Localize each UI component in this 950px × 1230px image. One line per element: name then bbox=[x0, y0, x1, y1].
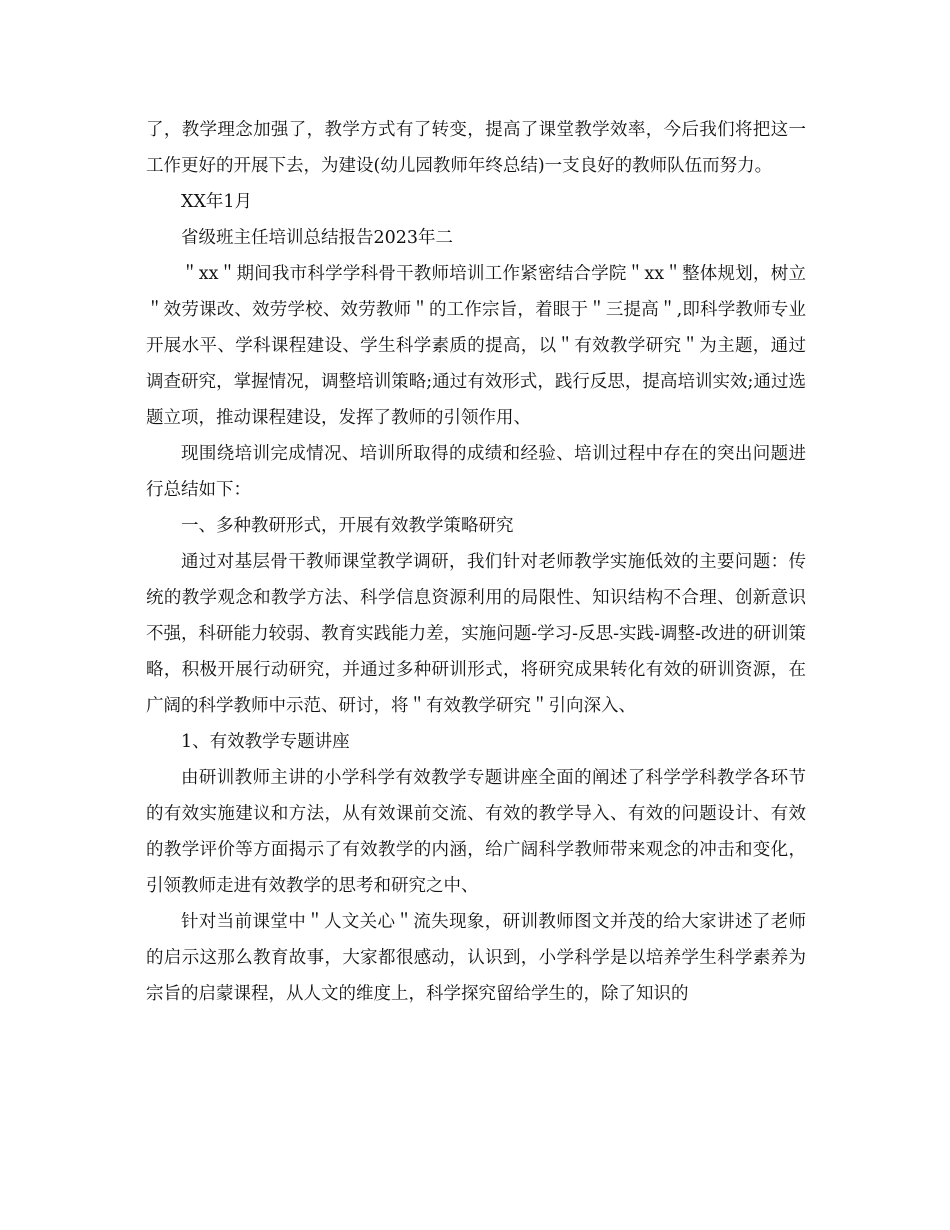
paragraph-lecture: 由研训教师主讲的小学科学有效教学专题讲座全面的阐述了科学学科教学各环节的有效实施建议和方法，从有效课前交流、有效的教学导入、有效的问题设计、有效的教学评价等方面揭示了有效教学的内涵，给广阔科学教师带来观念的冲击和变化，引领教师走进有效教学的思考和研究之中、 bbox=[146, 768, 806, 896]
paragraph-continuation: 了，教学理念加强了，教学方式有了转变，提高了课堂教学效率，今后我们将把这一工作更好的开展下去，为建设(幼儿园教师年终总结)一支良好的教师队伍而努力。 bbox=[146, 120, 806, 176]
paragraph-report-title: 省级班主任培训总结报告2023年二 bbox=[181, 228, 454, 248]
section-heading-1: 一、多种教研形式，开展有效教学策略研究 bbox=[181, 516, 514, 536]
paragraph-training-overview: ＂xx＂期间我市科学学科骨干教师培训工作紧密结合学院＂xx＂整体规划，树立＂效劳课改、效劳学校、效劳教师＂的工作宗旨，着眼于＂三提高＂,即科学教师专业开展水平、学科课程建设、学生科学素质的提高，以＂有效教学研究＂为主题，通过调查研究，掌握情况，调整培训策略;通过有效形式，践行反思，提高培训实效;通过选题立项，推动课程建设，发挥了教师的引领作用、 bbox=[146, 264, 806, 428]
document-body bbox=[146, 112, 806, 1012]
paragraph-humanistic-care: 针对当前课堂中＂人文关心＂流失现象，研训教师图文并茂的给大家讲述了老师的启示这那么教育故事，大家都很感动，认识到，小学科学是以培养学生科学素养为宗旨的启蒙课程，从人文的维度上，科学探究留给学生的，除了知识的 bbox=[146, 912, 806, 1004]
paragraph-date: XX年1月 bbox=[181, 192, 253, 212]
subsection-heading-1: 1、有效教学专题讲座 bbox=[181, 732, 350, 752]
paragraph-research-strategy: 通过对基层骨干教师课堂教学调研，我们针对老师教学实施低效的主要问题：传统的教学观念和教学方法、科学信息资源利用的局限性、知识结构不合理、创新意识不强，科研能力较弱、教育实践能力差，实施问题-学习-反思-实践-调整-改进的研训策略，积极开展行动研究，并通过多种研训形式，将研究成果转化有效的研训资源，在广阔的科学教师中示范、研讨，将＂有效教学研究＂引向深入、 bbox=[146, 552, 806, 716]
paragraph-summary-intro: 现围绕培训完成情况、培训所取得的成绩和经验、培训过程中存在的突出问题进行总结如下： bbox=[146, 444, 806, 500]
